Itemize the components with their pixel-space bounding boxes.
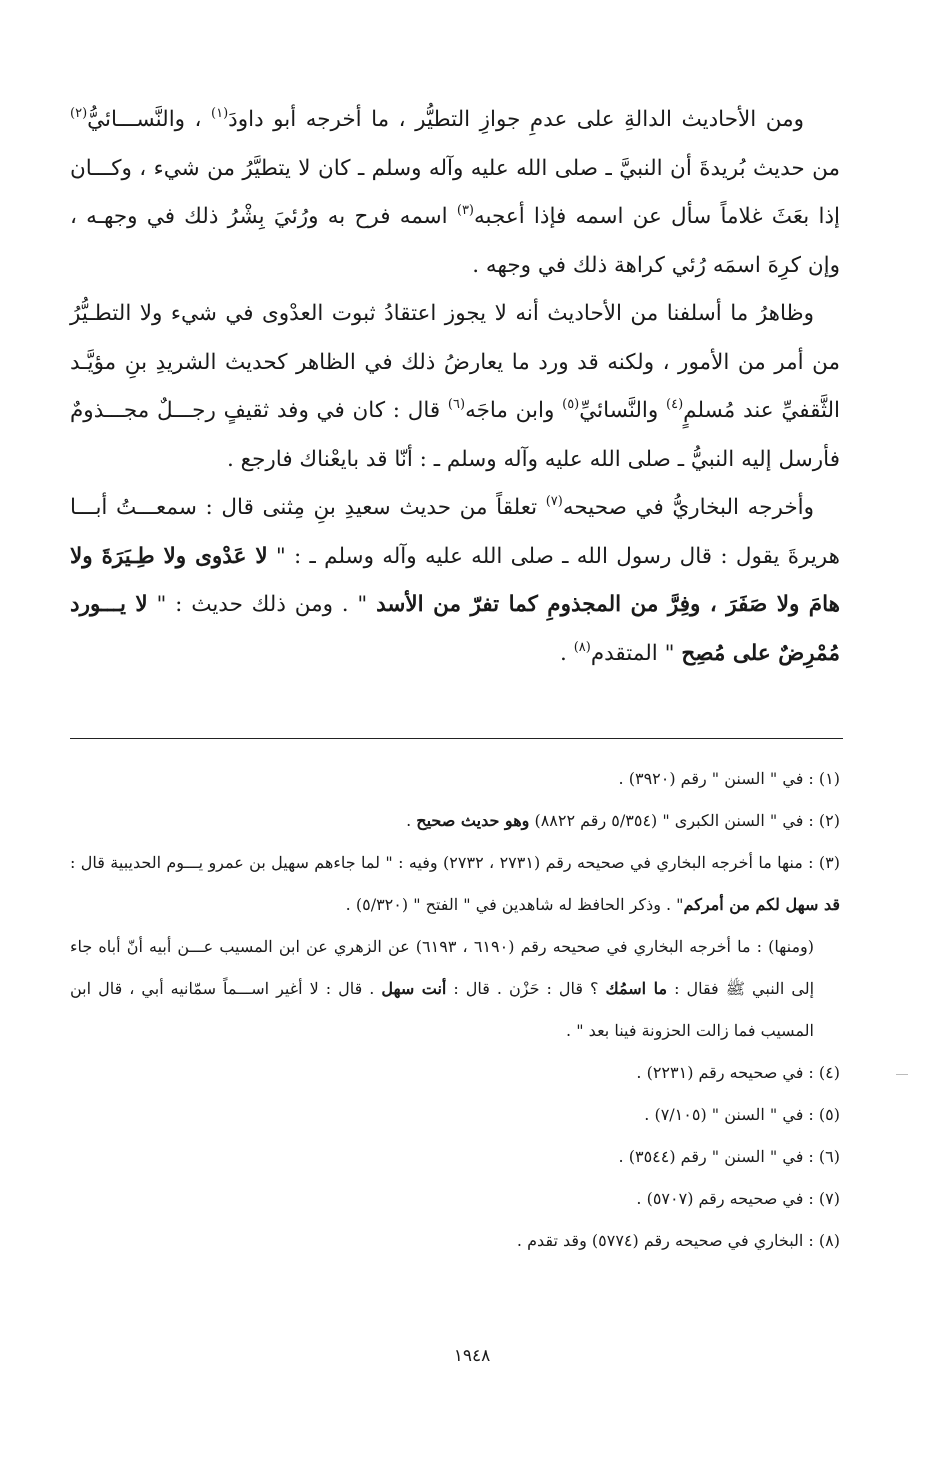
- hadith-quote-2: لا يـــورد مُمْرِضٌ على مُصِح: [70, 592, 840, 666]
- footnote-2: [70, 800, 840, 842]
- footnote-8: (٨) : البخاري في صحيحه رقم (٥٧٧٤) وقد تقدم .: [516, 1231, 840, 1250]
- footnote-ref-7[interactable]: (٧): [545, 494, 563, 509]
- footnote-6: (٦) : في " السنن " رقم (٣٥٤٤) .: [618, 1147, 840, 1166]
- p2-text-3: وابن ماجَه: [465, 398, 563, 423]
- hadith-quote-1: لا عَدْوى ولا طِـيَرَةَ ولا هامَ ولا صَفَرَ ، وفِرَّ من المجذومِ كما تفرّ من الأسد: [70, 543, 840, 617]
- p3-text-2: تعلقاً من حديث سعيدِ بنِ مِثنى قال : سمعـــتُ أبـــا هريرةَ يقول : قال رسول الله ـ صلى الله عليه وآله وسلم ـ : ": [70, 495, 841, 569]
- footnote-2-grade: وهو حديث صحيح: [416, 811, 530, 830]
- footnote-ref-3[interactable]: (٣): [456, 203, 474, 218]
- page-number: ١٩٤٨: [453, 1346, 491, 1366]
- footnote-5: (٥) : في " السنن " (٧/١٠٥) .: [644, 1105, 840, 1124]
- paragraph-3: [70, 484, 840, 678]
- p1-text-1: ومن الأحاديث الدالةِ على عدمِ جوازِ التطيُّر ، ما أخرجه أبو داودَ: [228, 107, 804, 132]
- footnote-3b-text-2: ؟ قال : حَزْن . قال :: [446, 979, 606, 998]
- p1-text-4: اسمه فرح به ورُئيَ بِشْرُ ذلك في وجهـه ، وإن كرِهَ اسمَه رُئي كراهة ذلك في وجهه .: [70, 204, 840, 278]
- footnote-4: (٤) : في صحيحه رقم (٢٢٣١) .: [636, 1063, 840, 1082]
- footnote-3b-quote-2: أنت سهل: [381, 979, 447, 998]
- footnote-2-text: (٢) : في " السنن الكبرى " (٥/٣٥٤ رقم ٨٨٢٢): [529, 811, 840, 830]
- paragraph-2: [70, 290, 840, 484]
- footnotes-section: [70, 758, 840, 1262]
- footnote-3-end: " . وذكر الحافظ له شاهدين في " الفتح " (٥/٣٢٠) .: [345, 895, 684, 914]
- footnote-ref-6[interactable]: (٦): [447, 397, 466, 412]
- p1-text-2: ، والنَّســـائيُّ: [87, 107, 211, 132]
- footnote-1: (١) : في " السنن " رقم (٣٩٢٠) .: [618, 769, 840, 788]
- footnote-ref-8[interactable]: (٨): [573, 639, 591, 655]
- main-text-block: [70, 96, 840, 678]
- margin-mark: [896, 1074, 908, 1075]
- p3-text-1: وأخرجه البخاريُّ في صحيحه: [562, 495, 814, 520]
- p2-text-1: وظاهرُ ما أسلفنا من الأحاديث أنه لا يجوز اعتقادُ ثبوت العدْوى في شيء ولا التطـيُّرُ من أمر من الأمور ، ولكنه قد ورد ما يعارضُ ذلك في الظاهر كحديث الشريدِ بنِ مؤيَّـد الثَّقفيِّ عند مُسلمٍ: [70, 301, 841, 423]
- footnote-ref-2[interactable]: (٢): [70, 106, 88, 121]
- p3-text-3: " . ومن ذلك حديث : ": [147, 592, 377, 617]
- footnote-ref-4[interactable]: (٤): [666, 397, 684, 412]
- footnote-7: (٧) : في صحيحه رقم (٥٧٠٧) .: [636, 1189, 840, 1208]
- p3-text-4: " المتقدم: [590, 640, 682, 666]
- footnote-3b-text-3: . قال : لا أغير اســـماً سمّانيه أبي ، قال ابن المسيب فما زالت الحزونة فينا بعد " .: [70, 979, 814, 1040]
- p2-text-4: قال : كان في وفد ثقيفٍ رجـــلٌ مجـــذومٌ فأرسل إليه النبيُّ ـ صلى الله عليه وآله وسلم ـ : أنّا قد بايعْناك فارجع .: [70, 398, 840, 472]
- footnote-3-text: (٣) : منها ما أخرجه البخاري في صحيحه رقم (٢٧٣١ ، ٢٧٣٢) وفيه : " لما جاءهم سهيل بن عمرو يـــوم الحديبية قال :: [70, 853, 840, 872]
- main-text: [70, 96, 840, 678]
- footnote-3-continued: [70, 926, 840, 1052]
- footnote-2-end: .: [406, 811, 417, 830]
- footnote-3: [70, 842, 840, 926]
- footnote-3-quote: قد سهل لكم من أمركم: [683, 895, 840, 914]
- footnote-3b-text-1: (ومنها) : ما أخرجه البخاري في صحيحه رقم (٦١٩٠ ، ٦١٩٣) عن الزهري عن ابن المسيب عـــن أبيه أنّ أباه جاء إلى النبي ﷺ فقال :: [70, 937, 815, 998]
- p1-text-3: من حديث بُريدةَ أن النبيَّ ـ صلى الله عليه وآله وسلم ـ كان لا يتطيَّرُ من شيء ، وكـــان إذا بعَثَ غلاماً سأل عن اسمه فإذا أعجبه: [70, 155, 840, 229]
- p3-text-5: .: [560, 640, 574, 666]
- p2-text-2: والنَّسائيِّ: [579, 398, 667, 423]
- footnote-3b-quote-1: ما اسمُك: [605, 979, 668, 998]
- paragraph-1: [70, 96, 840, 290]
- footnote-ref-1[interactable]: (١): [211, 106, 229, 121]
- footnote-divider: [70, 738, 843, 739]
- footnote-ref-5[interactable]: (٥): [562, 397, 580, 412]
